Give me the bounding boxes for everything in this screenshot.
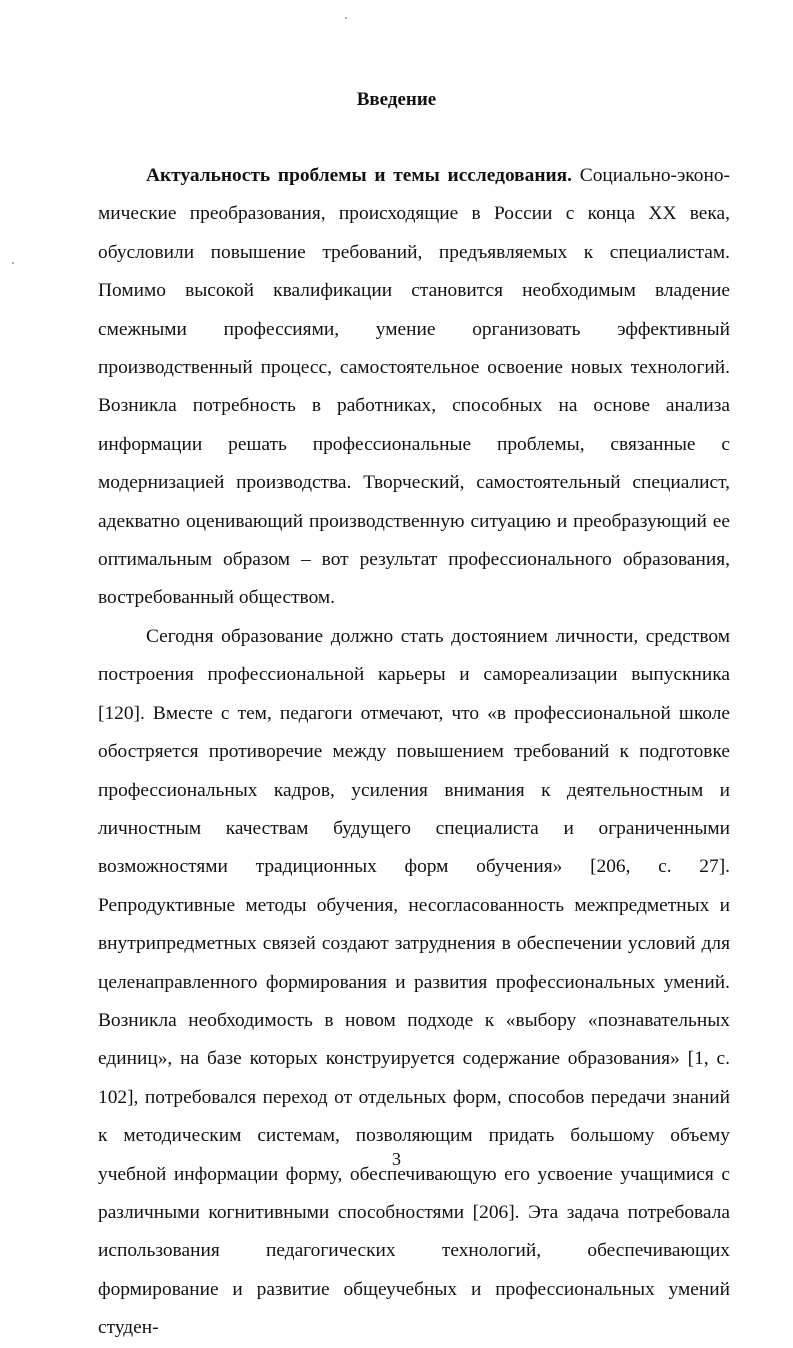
scan-speck (12, 262, 14, 264)
paragraph-text: Социально-экономические преобразования, происходящие в России с конца XX века, обусловили повышение требований, предъявляемых к специалистам. Помимо высокой квалификации становится необходимым владение смежными профессиями, умение организовать эффективный производственный процесс, самостоятельное освоение новых технологий. Возникла потребность в работниках, способных на основе анализа информации решать профессиональные проблемы, связанные с модернизацией производства. Творческий, самостоятельный специалист, адекватно оценивающий производственную ситуацию и преобразующий ее оптимальным образом – вот результат профессионального образования, востребованный обществом. (98, 165, 730, 609)
paragraph-1 (98, 157, 730, 618)
page-number: 3 (392, 1149, 401, 1169)
paragraph-text: Сегодня образование должно стать достоянием личности, средством построения профессиональной карьеры и самореализации выпускника [120]. Вместе с тем, педагоги отмечают, что «в профессиональной школе обостряется противоречие между повышением требований к подготовке профессиональных кадров, усиления внимания к деятельностным и личностным качествам будущего специалиста и ограниченными возможностями традиционных форм обучения» [206, с. 27]. Репродуктивные методы обучения, несогласованность межпредметных и внутрипредметных связей создают затруднения в обеспечении условий для целенаправленного формирования и развития профессиональных умений. Возникла необходимость в новом подходе к «выбору «познавательных единиц», на базе которых конструируется содержание образования» [1, с. 102], потребовался переход от отдельных форм, способов передачи знаний к методическим системам, позволяющим придать большому объему учебной информации форму, обеспечивающую его усвоение учащимися с различными когнитивными способностями [206]. Эта задача потребовала использования педагогических технологий, обеспечивающих формирование и развитие общеучебных и профессиональных умений студен- (98, 625, 730, 1339)
paragraph-lead: Актуальность проблемы и темы исследования. (146, 165, 573, 186)
page-title: Введение (356, 89, 437, 110)
paragraph-2 (98, 618, 730, 1348)
scan-speck (345, 17, 347, 19)
